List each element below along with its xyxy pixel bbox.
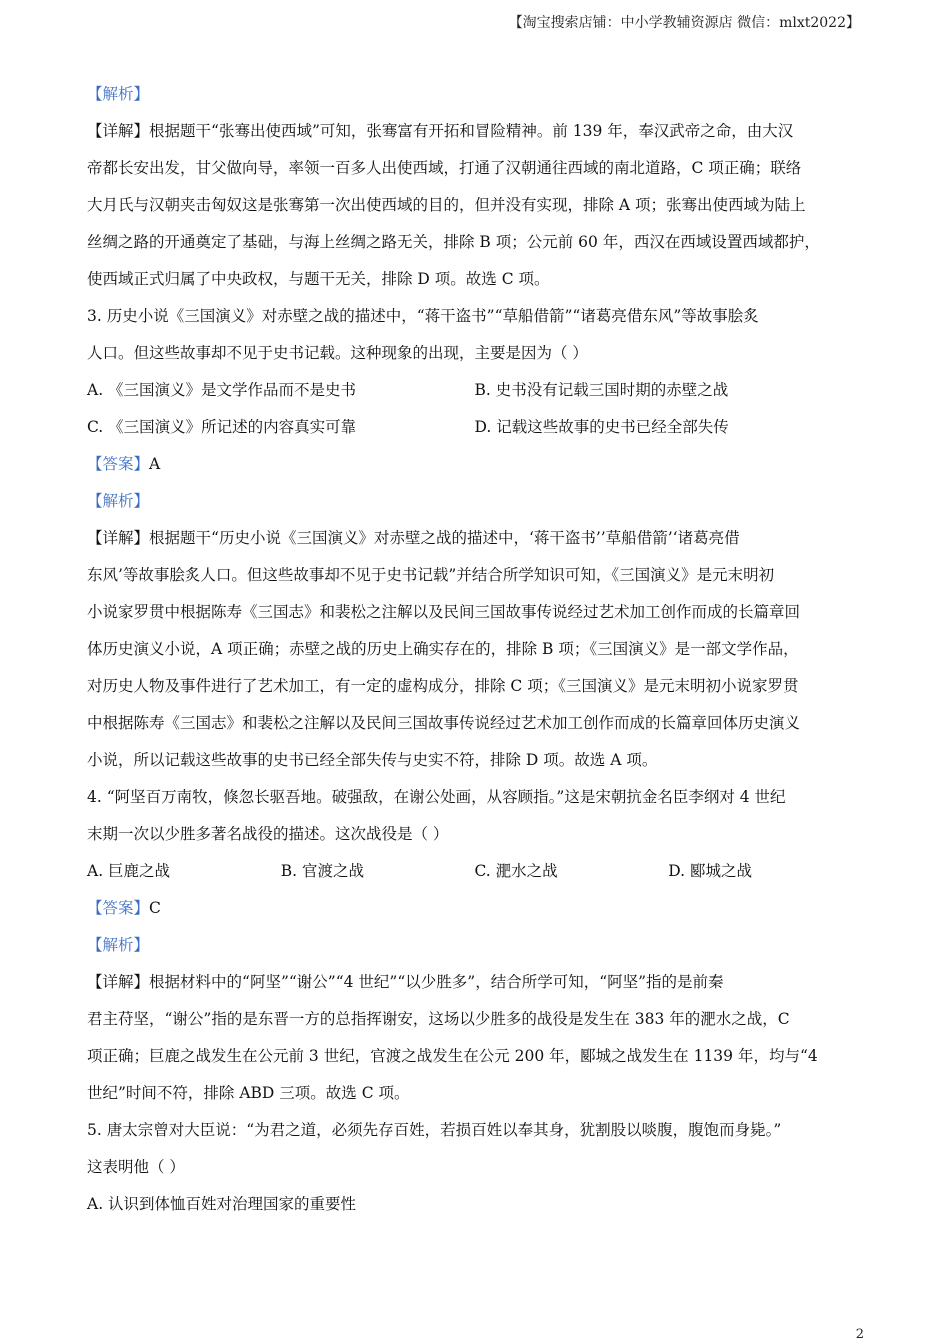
q4-answer bbox=[87, 890, 862, 927]
q4-detail-line: 项正确；巨鹿之战发生在公元前 3 世纪，官渡之战发生在公元 200 年，郾城之战发生在 1139 年，均与“4 bbox=[87, 1047, 818, 1065]
q3-detail-line: 小说家罗贯中根据陈寿《三国志》和裴松之注解以及民间三国故事传说经过艺术加工创作而成的长篇章回 bbox=[87, 603, 801, 621]
q3-option-b: B. 史书没有记载三国时期的赤壁之战 bbox=[474, 381, 729, 399]
q2-detail-line: 【详解】根据题干“张骞出使西域”可知，张骞富有开拓和冒险精神。前 139 年，奉汉武帝之命，由大汉 bbox=[87, 122, 794, 140]
q4-stem: 末期一次以少胜多著名战役的描述。这次战役是（ ） bbox=[87, 825, 449, 843]
q4-detail-label: 【详解】 bbox=[87, 973, 150, 991]
document-body bbox=[87, 76, 862, 1223]
q4-option-c: C. 淝水之战 bbox=[474, 862, 558, 880]
page-header: 【淘宝搜索店铺：中小学教辅资源店 微信：mlxt2022】 bbox=[508, 15, 860, 31]
q3-analysis-label: 【解析】 bbox=[87, 492, 150, 510]
q4-option-d: D. 郾城之战 bbox=[668, 862, 752, 880]
q4-detail-line: 君主苻坚，“谢公”指的是东晋一方的总指挥谢安，这场以少胜多的战役是发生在 383 年的淝水之战，C bbox=[87, 1010, 790, 1028]
q5-option-a: A. 认识到体恤百姓对治理国家的重要性 bbox=[87, 1195, 357, 1213]
q4-options-row bbox=[87, 853, 862, 890]
q3-option-c: C. 《三国演义》所记述的内容真实可靠 bbox=[87, 418, 357, 436]
q4-stem: 4. “阿坚百万南牧，倏忽长驱吾地。破强敌，在谢公处画，从容顾指。”这是宋朝抗金名臣李纲对 4 世纪 bbox=[87, 788, 786, 806]
q2-detail-line: 帝都长安出发，甘父做向导，率领一百多人出使西域，打通了汉朝通往西域的南北道路，C 项正确；联络 bbox=[87, 159, 802, 177]
q4-option-b: B. 官渡之战 bbox=[280, 862, 364, 880]
q3-options-row bbox=[87, 409, 862, 446]
q4-analysis-label: 【解析】 bbox=[87, 936, 150, 954]
q3-stem: 人口。但这些故事却不见于史书记载。这种现象的出现，主要是因为（ ） bbox=[87, 344, 588, 362]
q2-analysis-label: 【解析】 bbox=[87, 85, 150, 103]
q3-option-d: D. 记载这些故事的史书已经全部失传 bbox=[474, 418, 729, 436]
q5-stem: 5. 唐太宗曾对大臣说：“为君之道，必须先存百姓，若损百姓以奉其身，犹割股以啖腹，腹饱而身毙。” bbox=[87, 1121, 782, 1139]
q4-answer-value: C bbox=[149, 899, 161, 917]
q3-detail-line: 【详解】根据题干“历史小说《三国演义》对赤壁之战的描述中，‘蒋干盗书’’草船借箭’‘诸葛亮借 bbox=[87, 529, 740, 547]
page-number: 2 bbox=[855, 1327, 864, 1342]
q3-answer-label: 【答案】 bbox=[87, 455, 150, 473]
q2-detail-line: 大月氏与汉朝夹击匈奴这是张骞第一次出使西域的目的，但并没有实现，排除 A 项；张骞出使西域为陆上 bbox=[87, 196, 806, 214]
q2-detail-line: 使西域正式归属了中央政权，与题干无关，排除 D 项。故选 C 项。 bbox=[87, 270, 550, 288]
q3-detail-line: 东风’等故事脍炙人口。但这些故事却不见于史书记载”并结合所学知识可知，《三国演义》是元末明初 bbox=[87, 566, 775, 584]
q4-detail-line: 世纪”时间不符，排除 ABD 三项。故选 C 项。 bbox=[87, 1084, 410, 1102]
q4-detail-line: 【详解】根据材料中的“阿坚”“谢公”“4 世纪”“以少胜多”，结合所学可知，“阿坚”指的是前秦 bbox=[87, 973, 724, 991]
q3-option-a: A. 《三国演义》是文学作品而不是史书 bbox=[87, 381, 357, 399]
q3-detail-line: 小说，所以记载这些故事的史书已经全部失传与史实不符，排除 D 项。故选 A 项。 bbox=[87, 751, 658, 769]
q3-stem: 3. 历史小说《三国演义》对赤壁之战的描述中，“蒋干盗书”“草船借箭”“诸葛亮借东风”等故事脍炙 bbox=[87, 307, 759, 325]
q2-detail-label: 【详解】 bbox=[87, 122, 150, 140]
q3-options-row bbox=[87, 372, 862, 409]
q3-detail-line: 中根据陈寿《三国志》和裴松之注解以及民间三国故事传说经过艺术加工创作而成的长篇章回体历史演义 bbox=[87, 714, 801, 732]
q4-answer-label: 【答案】 bbox=[87, 899, 150, 917]
q2-detail-line: 丝绸之路的开通奠定了基础，与海上丝绸之路无关，排除 B 项；公元前 60 年，西汉在西域设置西域都护， bbox=[87, 233, 820, 251]
q5-stem: 这表明他（ ） bbox=[87, 1158, 185, 1176]
q3-detail-line: 体历史演义小说，A 项正确；赤壁之战的历史上确实存在的，排除 B 项；《三国演义》是一部文学作品， bbox=[87, 640, 799, 658]
q3-detail-line: 对历史人物及事件进行了艺术加工，有一定的虚构成分，排除 C 项；《三国演义》是元末明初小说家罗贯 bbox=[87, 677, 799, 695]
q3-answer-value: A bbox=[149, 455, 161, 473]
q4-option-a: A. 巨鹿之战 bbox=[87, 862, 171, 880]
q3-answer bbox=[87, 446, 862, 483]
q3-detail-label: 【详解】 bbox=[87, 529, 150, 547]
